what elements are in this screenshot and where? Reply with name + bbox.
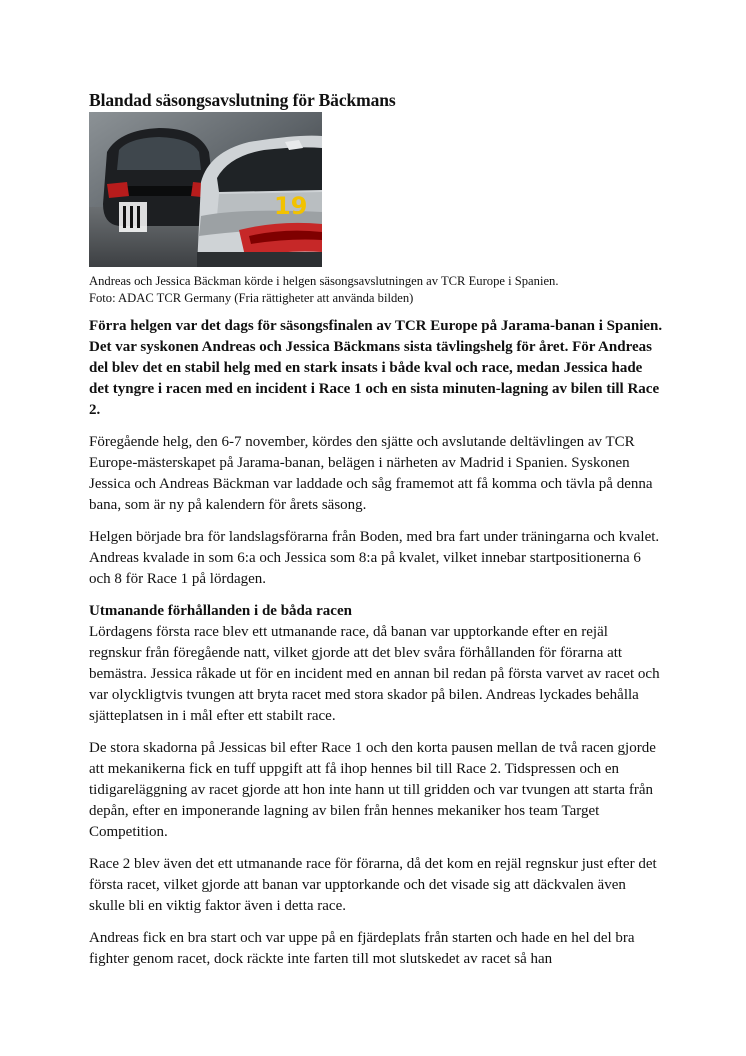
car-number: 19 bbox=[274, 192, 308, 220]
article bbox=[89, 89, 664, 970]
body-paragraph: Andreas fick en bra start och var uppe på en fjärdeplats från starten och hade en hel del bra fighter genom racet, dock räckte inte farten till mot slutskedet av racet så han bbox=[89, 930, 635, 967]
caption-credit: Foto: ADAC TCR Germany (Fria rättigheter att använda bilden) bbox=[89, 291, 414, 305]
lead-paragraph: Förra helgen var det dags för säsongsfinalen av TCR Europe på Jarama-banan i Spanien. Det var syskonen Andreas och Jessica Bäckmans sista tävlingshelg för året. För Andreas del blev det en stabil helg med en stark insats i både kval och race, medan Jessica hade det tyngre i racen med en incident i Race 1 och en sista minuten-lagning av bilen till Race 2. bbox=[89, 318, 663, 418]
article-title: Blandad säsongsavslutning för Bäckmans bbox=[89, 90, 396, 110]
body-paragraph: Lördagens första race blev ett utmanande race, då banan var upptorkande efter en rejäl regnskur från föregående natt, vilket gjorde att det blev svåra förhållanden för förarna att bemästra. Jessica råkade ut för en incident med en annan bil redan på första varvet av racet och var olyckligtvis tvungen att bryta racet med stora skador på bilen. Andreas lyckades behålla sjätteplatsen in i mål efter ett stabilt race. bbox=[89, 624, 660, 724]
section-heading: Utmanande förhållanden i de båda racen bbox=[89, 603, 352, 619]
body-paragraph: Föregående helg, den 6-7 november, kördes den sjätte och avslutande deltävlingen av TCR Europe-mästerskapet på Jarama-banan, belägen i närheten av Madrid i Spanien. Syskonen Jessica och Andreas Bäckman var laddade och såg framemot att få komma och tävla på denna bana, som är ny på kalendern för årets säsong. bbox=[89, 434, 653, 513]
body-paragraph: Race 2 blev även det ett utmanande race för förarna, då det kom en rejäl regnskur just efter det första racet, vilket gjorde att banan var upptorkande och det visade sig att däckvalen även skulle bli en viktig faktor även i detta race. bbox=[89, 856, 657, 914]
race-car-photo bbox=[89, 112, 322, 267]
photo-caption bbox=[89, 273, 664, 307]
body-paragraph: Helgen började bra för landslagsförarna från Boden, med bra fart under träningarna och kvalet. Andreas kvalade in som 6:a och Jessica som 8:a på kvalet, vilket innebar startpositionerna 6 och 8 för Race 1 på lördagen. bbox=[89, 529, 660, 587]
body-paragraph: De stora skadorna på Jessicas bil efter Race 1 och den korta pausen mellan de två racen gjorde att mekanikerna fick en tuff uppgift att få ihop hennes bil till Race 2. Tidspressen och en tidigareläggning av racet gjorde att hon inte hann ut till gridden och var tvungen att starta från depån, efter en imponerande lagning av bilen från hennes mekaniker hos team Target Competition. bbox=[89, 740, 656, 840]
caption-line: Andreas och Jessica Bäckman körde i helgen säsongsavslutningen av TCR Europe i Spanien. bbox=[89, 274, 559, 288]
